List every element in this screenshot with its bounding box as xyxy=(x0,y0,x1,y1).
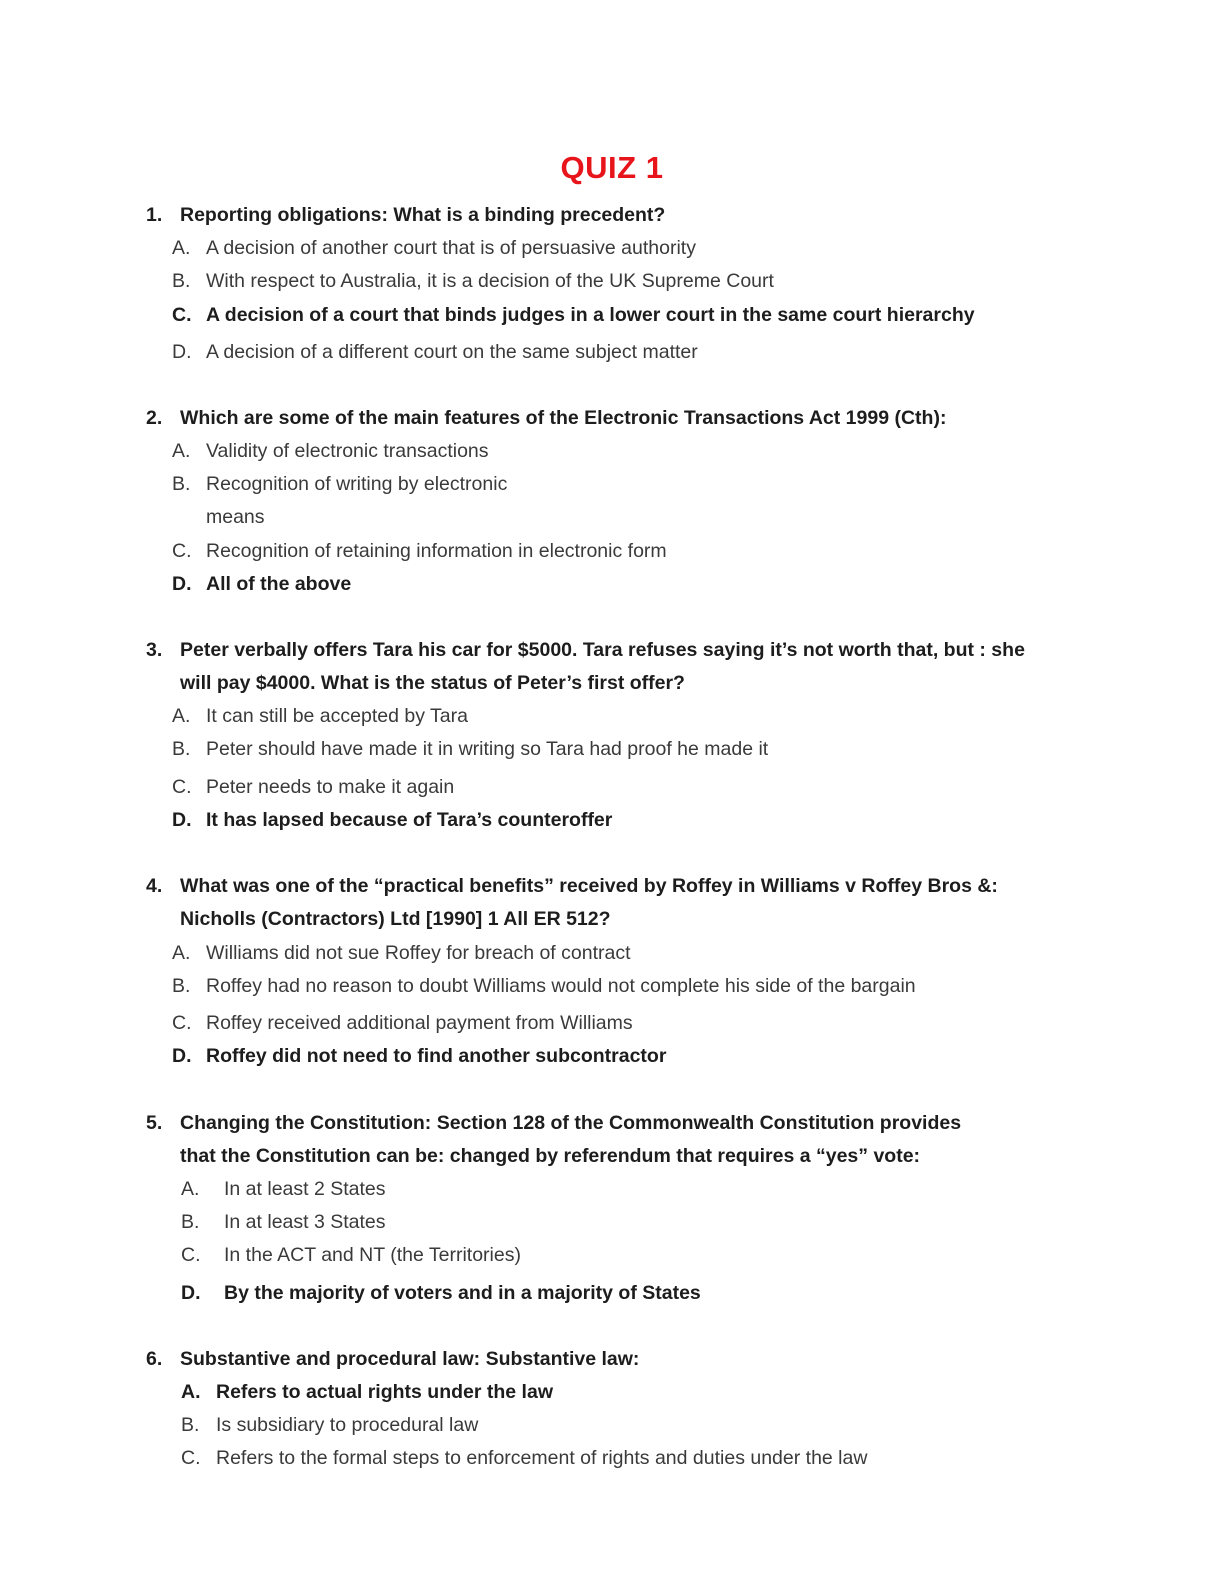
option-text: With respect to Australia, it is a decision of the UK Supreme Court xyxy=(206,270,774,292)
question-number: 3. xyxy=(146,639,163,661)
option-text: Refers to actual rights under the law xyxy=(216,1381,553,1403)
option-text: In the ACT and NT (the Territories) xyxy=(224,1244,521,1266)
question-text: Peter verbally offers Tara his car for $5000. Tara refuses saying it’s not worth that, but : she xyxy=(180,639,1025,661)
question-number: 2. xyxy=(146,407,163,429)
option-text: Roffey had no reason to doubt Williams would not complete his side of the bargain xyxy=(206,975,916,997)
option-text: Is subsidiary to procedural law xyxy=(216,1414,479,1436)
option-letter: C. xyxy=(172,776,192,798)
option-letter: C. xyxy=(181,1447,201,1469)
option-letter: C. xyxy=(172,304,192,326)
option-letter: A. xyxy=(181,1381,201,1403)
option-text: Validity of electronic transactions xyxy=(206,440,489,462)
option-letter: C. xyxy=(172,540,192,562)
question-text: Nicholls (Contractors) Ltd [1990] 1 All ER 512? xyxy=(180,908,611,930)
option-letter: A. xyxy=(181,1178,200,1200)
option-letter: A. xyxy=(172,440,191,462)
question-text: Which are some of the main features of the Electronic Transactions Act 1999 (Cth): xyxy=(180,407,947,429)
option-letter: D. xyxy=(172,341,192,363)
option-text: All of the above xyxy=(206,573,352,595)
option-letter: D. xyxy=(172,1045,192,1067)
option-letter: D. xyxy=(172,809,192,831)
question-number: 1. xyxy=(146,204,163,226)
option-text: In at least 2 States xyxy=(224,1178,386,1200)
option-letter: D. xyxy=(172,573,192,595)
option-text: Roffey did not need to find another subcontractor xyxy=(206,1045,667,1067)
question-number: 6. xyxy=(146,1348,163,1370)
option-letter: B. xyxy=(181,1414,200,1436)
question-number: 4. xyxy=(146,875,163,897)
question-number: 5. xyxy=(146,1112,163,1134)
option-text: means xyxy=(206,506,265,528)
option-letter: A. xyxy=(172,237,191,259)
option-text: Peter should have made it in writing so Tara had proof he made it xyxy=(206,738,769,760)
option-letter: A. xyxy=(172,942,191,964)
option-text: Williams did not sue Roffey for breach of contract xyxy=(206,942,631,964)
option-letter: B. xyxy=(172,738,191,760)
option-letter: A. xyxy=(172,705,191,727)
question-text: What was one of the “practical benefits” received by Roffey in Williams v Roffey Bros &: xyxy=(180,875,998,897)
option-letter: B. xyxy=(172,270,191,292)
quiz-title: QUIZ 1 xyxy=(560,150,664,185)
option-text: In at least 3 States xyxy=(224,1211,386,1233)
option-text: A decision of a different court on the same subject matter xyxy=(206,341,698,363)
question-text: Reporting obligations: What is a binding precedent? xyxy=(180,204,666,226)
option-text: It can still be accepted by Tara xyxy=(206,705,468,727)
option-text: By the majority of voters and in a majority of States xyxy=(224,1282,701,1304)
option-letter: B. xyxy=(172,473,191,495)
option-text: A decision of a court that binds judges in a lower court in the same court hierarchy xyxy=(206,304,975,326)
option-text: Roffey received additional payment from Williams xyxy=(206,1012,633,1034)
option-text: A decision of another court that is of persuasive authority xyxy=(206,237,696,259)
option-letter: C. xyxy=(181,1244,201,1266)
question-text: Substantive and procedural law: Substantive law: xyxy=(180,1348,640,1370)
option-text: Recognition of retaining information in electronic form xyxy=(206,540,667,562)
option-letter: D. xyxy=(181,1282,201,1304)
question-text: will pay $4000. What is the status of Peter’s first offer? xyxy=(180,672,685,694)
option-text: Refers to the formal steps to enforcement of rights and duties under the law xyxy=(216,1447,868,1469)
option-letter: C. xyxy=(172,1012,192,1034)
option-text: Peter needs to make it again xyxy=(206,776,455,798)
question-text: Changing the Constitution: Section 128 of the Commonwealth Constitution provides xyxy=(180,1112,962,1134)
option-text: Recognition of writing by electronic xyxy=(206,473,508,495)
option-letter: B. xyxy=(172,975,191,997)
option-letter: B. xyxy=(181,1211,200,1233)
option-text: It has lapsed because of Tara’s counteroffer xyxy=(206,809,613,831)
question-text: that the Constitution can be: changed by referendum that requires a “yes” vote: xyxy=(180,1145,921,1167)
